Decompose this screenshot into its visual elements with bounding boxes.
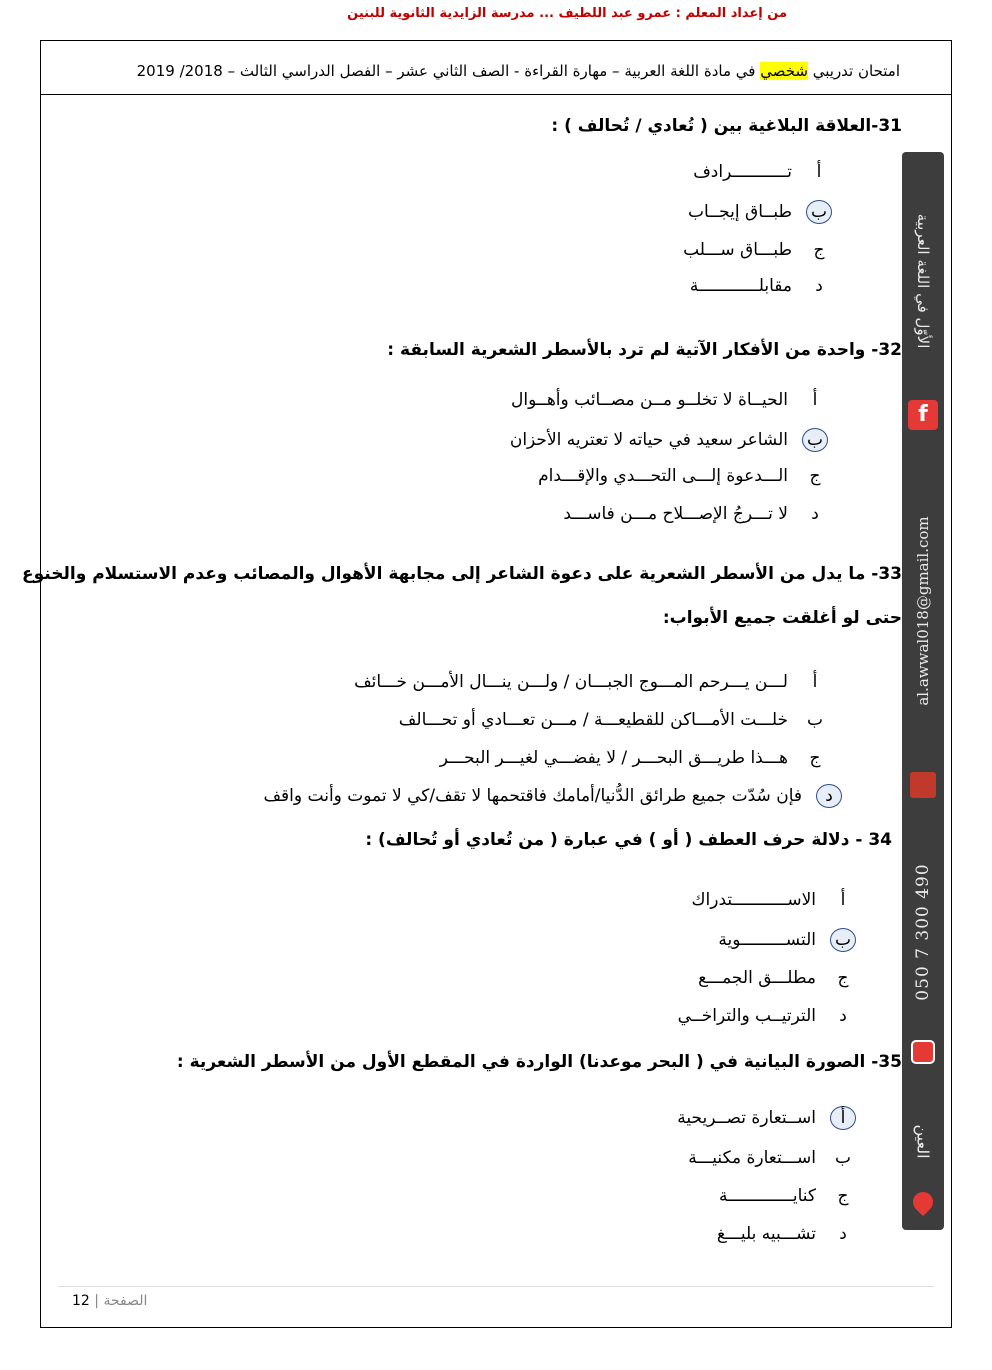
whatsapp-icon xyxy=(910,772,936,798)
option-35-b: ب اســـتعارة مكنيـــة xyxy=(688,1148,851,1168)
sidebar-brand: الأوّل في اللغة العربية xyxy=(914,213,932,349)
option-34-a: أ الاســـــــــــتدراك xyxy=(691,890,846,910)
header-highlight: شخصي xyxy=(760,62,808,80)
sidebar-phone: 050 7 300 490 xyxy=(913,863,933,1001)
question-32: 32- واحدة من الأفكار الآتية لم ترد بالأسطر الشعرية السابقة : xyxy=(387,340,902,360)
sidebar-banner xyxy=(902,152,944,1230)
question-33: 33- ما يدل من الأسطر الشعرية على دعوة الشاعر إلى مجابهة الأهوال والمصائب وعدم الاستسلام والخنوع xyxy=(22,564,902,584)
location-pin-icon xyxy=(909,1188,937,1216)
option-31-c: ج طبـــاق ســـلب xyxy=(683,240,825,260)
page-header xyxy=(40,56,952,95)
option-33-d-selected: د فإن سُدّت جميع طرائق الدُّنيا/أمامك فاقتحمها لا تقف/كي لا تموت وأنت واقف xyxy=(263,784,842,808)
option-32-c: ج الـــدعوة إلـــى التحـــدي والإقـــدام xyxy=(538,466,821,486)
option-33-b: ب خلـــت الأمـــاكن للقطيعـــة / مـــن تعـــادي أو تحـــالف xyxy=(398,710,823,730)
option-35-c: ج كنايـــــــــــــة xyxy=(719,1186,849,1206)
option-32-d: د لا تـــرجُ الإصـــلاح مـــن فاســـد xyxy=(563,504,819,524)
page-number-block: الصفحة | 12 xyxy=(72,1293,148,1309)
question-33-line2: حتى لو أغلقت جميع الأبواب: xyxy=(662,608,902,628)
option-34-b-selected: ب التســـــــــوية xyxy=(718,928,856,952)
page-footer xyxy=(58,1286,934,1317)
instagram-icon xyxy=(911,1040,935,1064)
page-number: 12 xyxy=(72,1293,90,1309)
sidebar-email: al.awwal018@gmail.com xyxy=(914,516,932,706)
option-34-d: د الترتيــب والتراخــي xyxy=(677,1006,847,1026)
option-35-d: د تشـــبيه بليـــغ xyxy=(716,1224,847,1244)
option-33-c: ج هـــذا طريـــق البحـــر / لا يفضـــي لغيـــر البحـــر xyxy=(439,748,821,768)
facebook-icon: f xyxy=(908,400,938,430)
option-31-a: أ تـــــــــــرادف xyxy=(693,162,822,182)
option-32-b-selected: ب الشاعر سعيد في حياته لا تعتريه الأحزان xyxy=(510,428,828,452)
footer-credit: من إعداد المعلم : عمرو عبد اللطيف ... مدرسة الزايدية الثانوية للبنين xyxy=(347,6,787,21)
option-31-d: د مقابلــــــــــــة xyxy=(689,276,823,296)
option-32-a: أ الحيــاة لا تخلــو مــن مصــائب وأهــوال xyxy=(511,390,818,410)
question-35: 35- الصورة البيانية في ( البحر موعدنا) الواردة في المقطع الأول من الأسطر الشعرية : xyxy=(176,1052,902,1072)
sidebar-location: العين xyxy=(913,1124,933,1159)
question-31: 31-العلاقة البلاغية بين ( تُعادي / تُحالف ) : xyxy=(551,116,902,136)
page-label: الصفحة xyxy=(103,1293,148,1309)
option-35-a-selected: أ اســتعارة تصــريحية xyxy=(677,1106,856,1130)
option-33-a: أ لـــن يـــرحم المـــوج الجبـــان / ولـــن ينـــال الأمـــن خـــائف xyxy=(354,672,818,692)
option-31-b-selected: ب طبــاق إيجــاب xyxy=(688,200,832,224)
option-34-c: ج مطلـــق الجمـــع xyxy=(698,968,849,988)
header-title: امتحان تدريبي شخصي في مادة اللغة العربية – مهارة القراءة - الصف الثاني عشر – الفصل الدراسي الثالث – 2018/ 2019 xyxy=(136,62,900,80)
question-34: 34 - دلالة حرف العطف ( أو ) في عبارة ( من تُعادي أو تُحالف) : xyxy=(365,830,892,850)
